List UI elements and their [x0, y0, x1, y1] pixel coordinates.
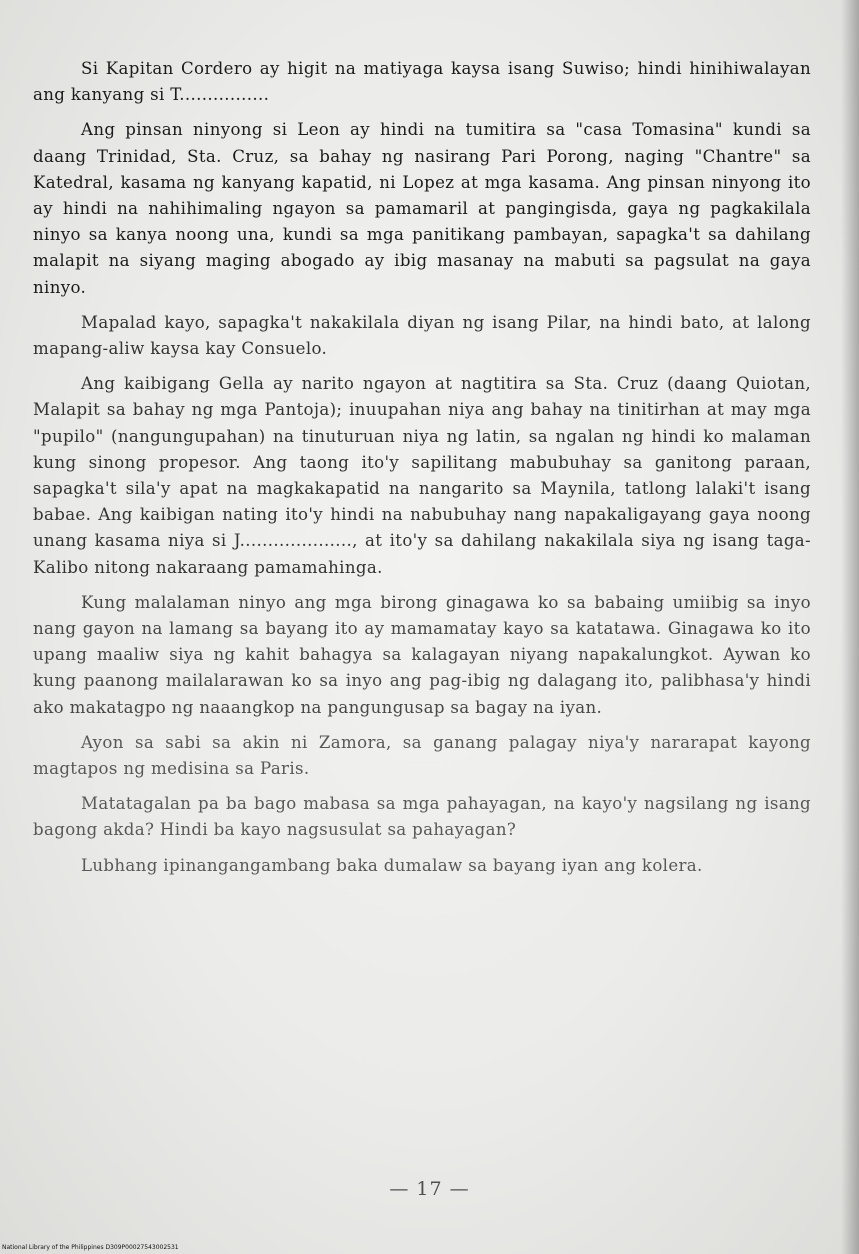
page-edge-shadow [841, 0, 859, 1254]
paragraph-7: Matatagalan pa ba bago mabasa sa mga pahayagan, na kayo'y nagsilang ng isang bagong akda? Hindi ba kayo nagsusulat sa pahayagan? [33, 794, 811, 840]
paragraph-3: Mapalad kayo, sapagka't nakakilala diyan ng isang Pilar, na hindi bato, at lalong mapang-aliw kaysa kay Consuelo. [33, 312, 811, 359]
paragraph-6: Ayon sa sabi sa akin ni Zamora, sa ganang palagay niya'y nararapat kayong magtapos ng medisina sa Paris. [33, 732, 811, 779]
letter-body [33, 56, 811, 888]
paragraph-4: Ang kaibigang Gella ay narito ngayon at nagtitira sa Sta. Cruz (daang Quiotan, Malapit sa bahay ng mga Pantoja); inuupahan niya ang bahay na tinitirhan at may mga "pupilo" (nangungupahan) na tinuturuan niya ng latin, sa ngalan ng hindi ko malaman kung sinong propesor. Ang taong ito'y sapilitang mabubuhay sa ganitong paraan, sapagka't sila'y apat na magkakapatid na nangarito sa Maynila, tatlong lalaki't isang babae. Ang kaibigan nating ito'y hindi na nabubuhay nang napakaligayang gaya noong unang kasama niya si J...................., at ito'y sa dahilang nakakilala siya ng isang taga-Kalibo nitong nakaraang pamamahinga. [33, 374, 811, 577]
paragraph-8: Lubhang ipinangangambang baka dumalaw sa bayang iyan ang kolera. [81, 855, 703, 875]
scan-credit: National Library of the Philippines D309P00027543002531 [2, 1244, 179, 1251]
paragraph-1: Si Kapitan Cordero ay higit na matiyaga kaysa isang Suwiso; hindi hinihiwalayan ang kanyang si T................ [33, 59, 811, 105]
paragraph-5: Kung malalaman ninyo ang mga birong ginagawa ko sa babaing umiibig sa inyo nang gayon na lamang sa bayang ito ay mamamatay kayo sa katatawa. Ginagawa ko ito upang maaliw siya ng kahit bahagya sa kalagayan niyang napakalungkot. Aywan ko kung paanong mailalarawan ko sa inyo ang pag-ibig ng dalagang ito, palibhasa'y hindi ako makatagpo ng naaangkop na pangungusap sa bagay na iyan. [33, 592, 811, 717]
page-number: — 17 — [389, 1178, 470, 1200]
paragraph-2: Ang pinsan ninyong si Leon ay hindi na tumitira sa "casa Tomasina" kundi sa daang Trinidad, Sta. Cruz, sa bahay ng nasirang Pari Porong, naging "Chantre" sa Katedral, kasama ng kanyang kapatid, ni Lopez at mga kasama. Ang pinsan ninyong ito ay hindi na nahihimaling ngayon sa pamamaril at pangingisda, gaya ng pagkakilala ninyo sa kanya noong una, kundi sa mga panitikang pambayan, sapagka't sa dahilang malapit na siyang maging abogado ay ibig masanay na mabuti sa pagsulat na gaya ninyo. [33, 120, 811, 297]
